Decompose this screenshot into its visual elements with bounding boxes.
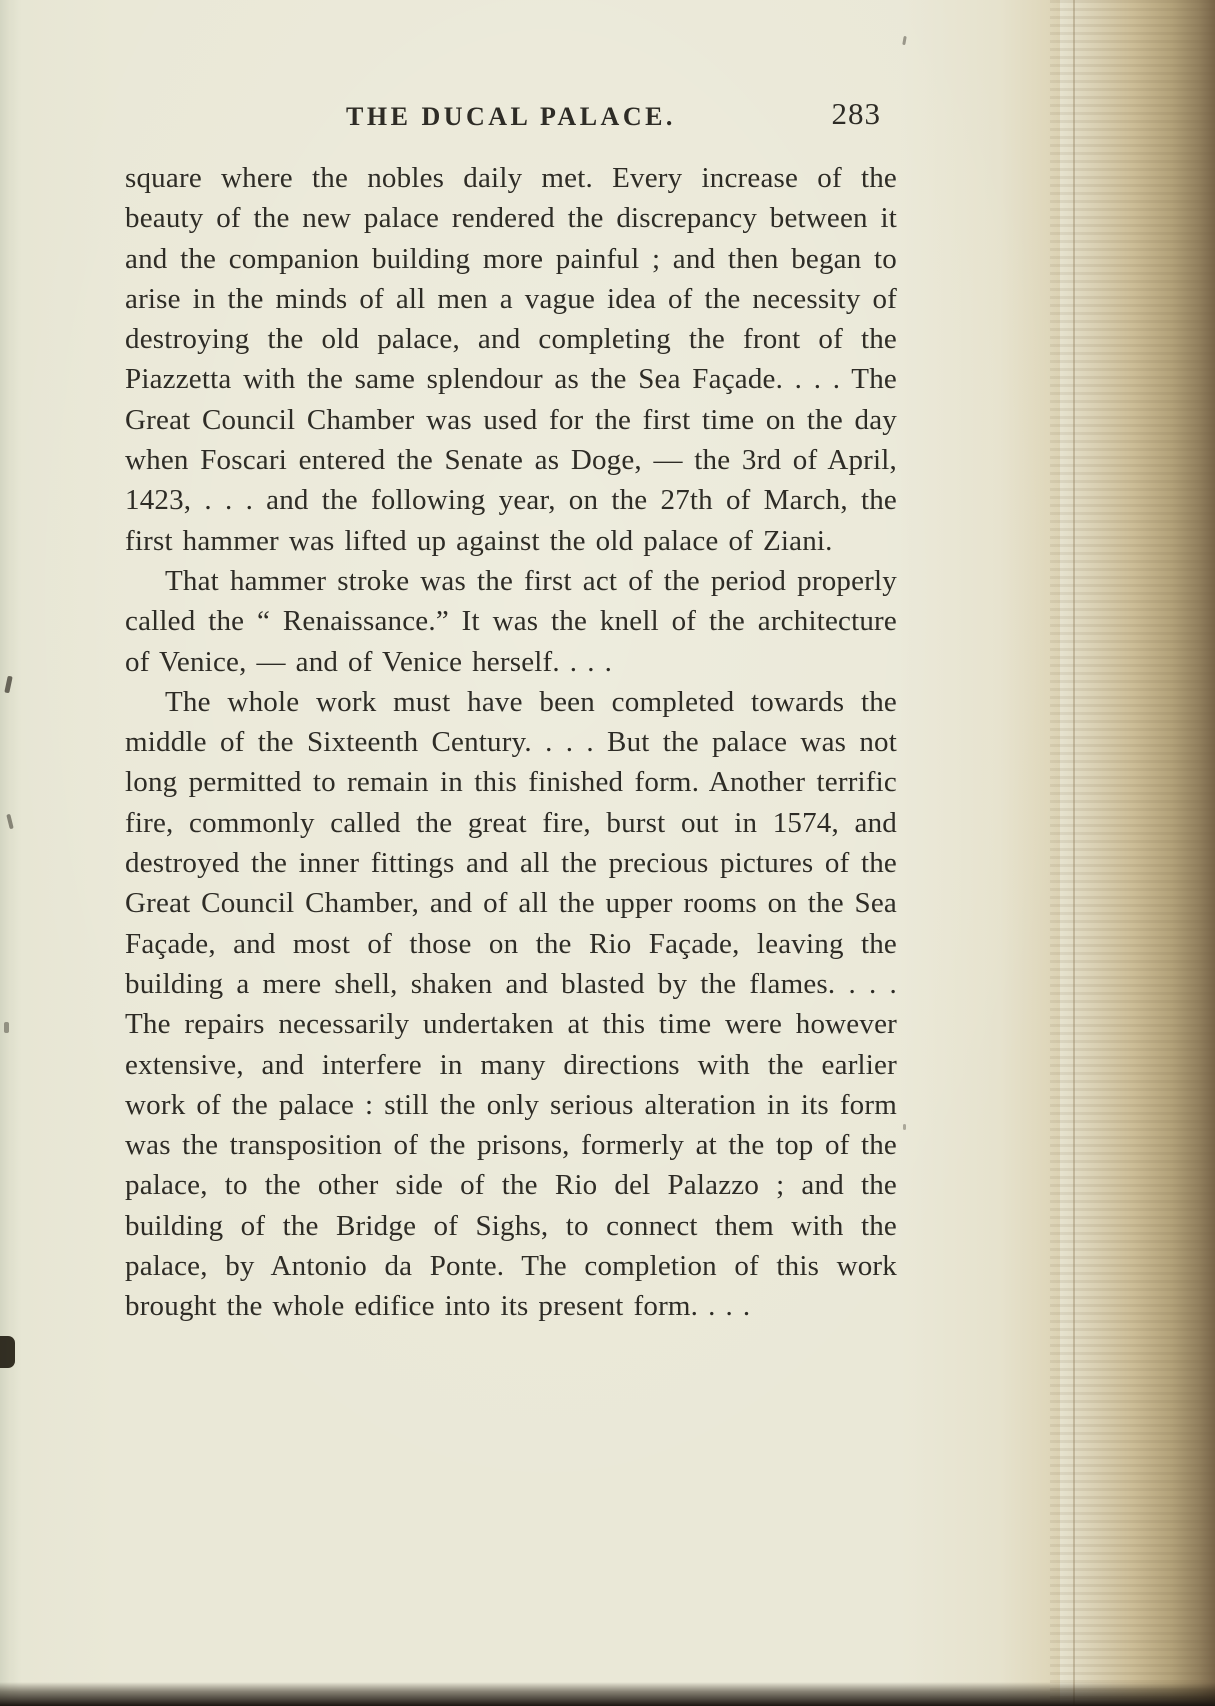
margin-mark <box>903 1124 906 1130</box>
margin-mark <box>4 1022 9 1033</box>
scan-left-edge <box>0 0 18 1706</box>
paragraph-1: square where the nobles daily met. Every increase of the beauty of the new palace rendered the discrepancy between it and the companion building more painful ; and then began to arise in the minds of all men a vague idea of the necessity of destroying the old palace, and completing the front of the Piazzetta with the same splendour as the Sea Façade. . . . The Great Council Chamber was used for the first time on the day when Foscari entered the Senate as Doge, — the 3rd of April, 1423, . . . and the following year, on the 27th of March, the first hammer was lifted up against the old palace of Ziani. <box>125 162 897 557</box>
text-block <box>125 96 897 1327</box>
margin-mark <box>0 1336 15 1368</box>
scan-bottom-edge <box>0 1682 1215 1706</box>
paragraph-3: The whole work must have been completed towards the middle of the Sixteenth Century. . . . But the palace was not long permitted to remain in this finished form. Another terrific fire, commonly called the great fire, burst out in 1574, and destroyed the inner fittings and all the precious pictures of the Great Council Chamber, and of all the upper rooms on the Sea Façade, and most of those on the Rio Façade, leaving the building a mere shell, shaken and blasted by the flames. . . . The repairs necessarily undertaken at this time were however extensive, and interfere in many directions with the earlier work of the palace : still the only serious alteration in its form was the transposition of the prisons, formerly at the top of the palace, to the other side of the Rio del Palazzo ; and the building of the Bridge of Sighs, to connect them with the palace, by Antonio da Ponte. The completion of this work brought the whole edifice into its present form. . . . <box>125 685 897 1323</box>
running-header-title: THE DUCAL PALACE. <box>346 102 676 131</box>
page-header <box>125 96 897 140</box>
page-number: 283 <box>831 96 881 131</box>
margin-mark <box>902 36 907 45</box>
paragraph-2: That hammer stroke was the first act of the period properly called the “ Renaissance.” It was the knell of the architecture of Venice, — and of Venice herself. . . . <box>125 564 897 678</box>
page-edge-line <box>1073 0 1075 1706</box>
